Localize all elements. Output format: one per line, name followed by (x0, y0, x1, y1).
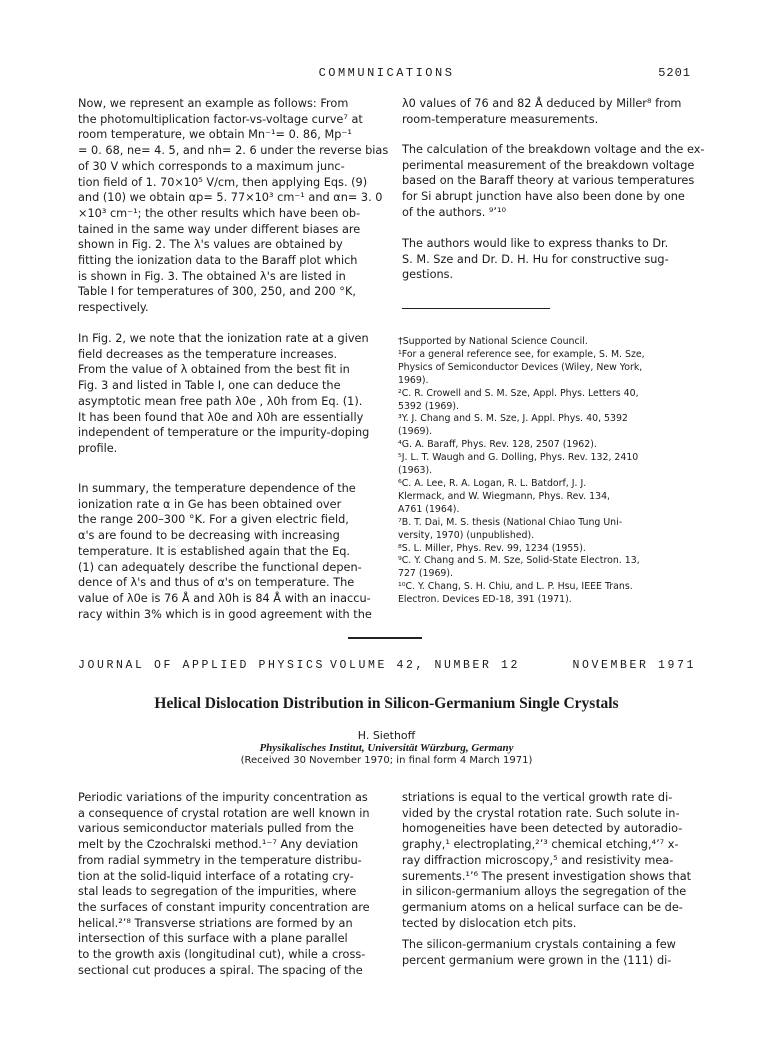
text-line: It has been found that λ0e and λ0h are essentially (78, 410, 364, 424)
text-line: 1969). (398, 374, 429, 386)
text-line: independent of temperature or the impurity-doping (78, 426, 370, 440)
text-line: α's are found to be decreasing with increasing (78, 529, 340, 543)
affiliation: Physikalisches Institut, Universität Würzburg, Germany (259, 742, 514, 754)
text-line: ⁵J. L. T. Waugh and G. Dolling, Phys. Rev. 132, 2410 (398, 452, 639, 464)
text-line: the surfaces of constant impurity concentration are (78, 900, 370, 914)
text-line: helical.²ʼ⁸ Transverse striations are formed by an (78, 916, 353, 930)
text-line: ray diffraction microscopy,⁵ and resistivity mea- (402, 853, 674, 867)
paragraph (402, 236, 702, 283)
text-line: (1963). (398, 465, 433, 477)
text-line: ⁹C. Y. Chang and S. M. Sze, Solid-State Electron. 13, (398, 555, 640, 567)
text-line: λ0 values of 76 and 82 Å deduced by Miller⁸ from (402, 97, 682, 110)
paragraph (78, 96, 389, 316)
text-line: = 0. 68, ne= 4. 5, and nh= 2. 6 under the reverse bias (78, 144, 389, 158)
left-column-p2 (78, 331, 378, 457)
text-line: various semiconductor materials pulled from the (78, 822, 354, 836)
text-line: based on the Baraff theory at various temperatures (402, 174, 695, 188)
article-right-column-p1 (402, 790, 702, 931)
article-title: Helical Dislocation Distribution in Silicon-Germanium Single Crystals (154, 695, 619, 712)
footnote-list (398, 336, 708, 607)
text-line: striations is equal to the vertical growth rate di- (402, 791, 673, 804)
text-line: the range 200–300 °K. For a given electric field, (78, 513, 349, 527)
text-line: Physics of Semiconductor Devices (Wiley, New York, (398, 361, 643, 373)
text-line: value of λ0e is 76 Å and λ0h is 84 Å with an inaccu- (78, 591, 371, 605)
text-line: and (10) we obtain αp= 5. 77×10³ cm⁻¹ and αn= 3. 0 (78, 191, 383, 205)
text-line: From the value of λ obtained from the best fit in (78, 363, 350, 377)
received-date: (Received 30 November 1970; in final form 4 March 1971) (240, 755, 533, 766)
text-line: Periodic variations of the impurity concentration as (78, 791, 368, 804)
text-line: intersection of this surface with a plane parallel (78, 932, 348, 946)
text-line: Table I for temperatures of 300, 250, and 200 °K, (78, 285, 356, 299)
article-left-column (78, 790, 378, 978)
text-line: tion field of 1. 70×10⁵ V/cm, then applying Eqs. (9) (78, 175, 368, 189)
text-line: of 30 V which corresponds to a maximum junc- (78, 159, 345, 173)
text-line: asymptotic mean free path λ0e , λ0h from Eq. (1). (78, 394, 363, 408)
text-line: ionization rate α in Ge has been obtained over (78, 497, 342, 511)
text-line: graphy,¹ electroplating,²ʼ³ chemical etching,⁴ʼ⁷ x- (402, 838, 679, 852)
text-line: racy within 3% which is in good agreement with the (78, 607, 372, 621)
text-line: Electron. Devices ED-18, 391 (1971). (398, 594, 572, 606)
paragraph (78, 331, 378, 457)
text-line: versity, 1970) (unpublished). (398, 529, 535, 541)
text-line: vided by the crystal rotation rate. Such solute in- (402, 806, 680, 820)
journal-line (78, 659, 696, 673)
text-line: Fig. 3 and listed in Table I, one can deduce the (78, 379, 341, 393)
text-line: ²C. R. Crowell and S. M. Sze, Appl. Phys. Letters 40, (398, 387, 639, 399)
paragraph (78, 790, 378, 978)
text-line: ×10³ cm⁻¹; the other results which have been ob- (78, 206, 361, 220)
text-line: profile. (78, 441, 118, 455)
text-line: temperature. It is established again that the Eq. (78, 544, 351, 558)
text-line: sectional cut produces a spiral. The spacing of the (78, 963, 363, 977)
right-column-p2 (402, 142, 705, 221)
text-line: ³Y. J. Chang and S. M. Sze, J. Appl. Phys. 40, 5392 (398, 413, 628, 425)
paragraph (402, 790, 702, 931)
text-line: (1969). (398, 426, 433, 438)
text-line: stal leads to segregation of the impurities, where (78, 885, 357, 899)
text-line: perimental measurement of the breakdown voltage (402, 158, 695, 172)
text-line: dence of λ's and thus of α's on temperature. The (78, 576, 355, 590)
text-line: is shown in Fig. 3. The obtained λ's are listed in (78, 269, 346, 283)
text-line: fitting the ionization data to the Baraff plot which (78, 254, 358, 268)
right-column-p1 (402, 96, 702, 127)
text-line: gestions. (402, 268, 454, 282)
section-title: COMMUNICATIONS (318, 66, 455, 80)
text-line: ⁷B. T. Dai, M. S. thesis (National Chiao Tung Uni- (398, 516, 623, 528)
footnote-divider (402, 308, 550, 309)
text-line: to the growth axis (longitudinal cut), while a cross- (78, 948, 366, 962)
author: H. Siethoff (357, 729, 416, 742)
issue-date: NOVEMBER 1971 (572, 659, 696, 672)
text-line: In summary, the temperature dependence of the (78, 482, 356, 495)
footnotes (398, 336, 708, 607)
text-line: The calculation of the breakdown voltage and the ex- (402, 143, 705, 156)
paragraph (78, 481, 378, 622)
paragraph (402, 96, 702, 127)
text-line: ⁴G. A. Baraff, Phys. Rev. 128, 2507 (1962). (398, 439, 597, 451)
text-line: in silicon-germanium alloys the segregation of the (402, 885, 687, 899)
text-line: †Supported by National Science Council. (398, 336, 588, 347)
text-line: melt by the Czochralski method.¹⁻⁷ Any deviation (78, 838, 359, 852)
text-line: The authors would like to express thanks to Dr. (402, 237, 669, 250)
text-line: (1) can adequately describe the functional depen- (78, 560, 362, 574)
text-line: from radial symmetry in the temperature distribu- (78, 853, 362, 867)
paragraph (402, 937, 702, 968)
text-line: a consequence of crystal rotation are well known in (78, 806, 370, 820)
text-line: shown in Fig. 2. The λ's values are obtained by (78, 238, 343, 252)
text-line: room-temperature measurements. (402, 112, 599, 126)
text-line: A761 (1964). (398, 503, 460, 515)
text-line: The silicon-germanium crystals containing a few (402, 938, 676, 951)
running-header (0, 66, 773, 84)
left-column-p1 (78, 96, 389, 316)
text-line: percent germanium were grown in the ⟨111⟩ di- (402, 953, 672, 967)
text-line: 727 (1969). (398, 568, 454, 580)
text-line: of the authors. ⁹ʼ¹⁰ (402, 205, 507, 219)
text-line: 5392 (1969). (398, 400, 459, 412)
text-line: surements.¹ʼ⁶ The present investigation shows that (402, 869, 692, 883)
text-line: ⁸S. L. Miller, Phys. Rev. 99, 1234 (1955). (398, 542, 586, 554)
text-line: tion at the solid-liquid interface of a rotating cry- (78, 869, 354, 883)
article-divider (348, 637, 422, 639)
text-line: ¹For a general reference see, for example, S. M. Sze, (398, 348, 645, 360)
volume-number: VOLUME 42, NUMBER 12 (330, 659, 521, 672)
paragraph (402, 142, 705, 221)
text-line: room temperature, we obtain Mn⁻¹= 0. 86, Mp⁻¹ (78, 128, 352, 142)
text-line: tected by dislocation etch pits. (402, 916, 577, 930)
text-line: tained in the same way under different biases are (78, 222, 361, 236)
text-line: homogeneities have been detected by autoradio- (402, 822, 683, 836)
text-line: Now, we represent an example as follows: From (78, 97, 349, 110)
text-line: ¹⁰C. Y. Chang, S. H. Chiu, and L. P. Hsu, IEEE Trans. (398, 581, 633, 593)
text-line: field decreases as the temperature increases. (78, 347, 338, 361)
text-line: respectively. (78, 301, 149, 315)
article-right-column-p2 (402, 937, 702, 968)
right-column-p3 (402, 236, 702, 283)
text-line: the photomultiplication factor-vs-voltage curve⁷ at (78, 112, 363, 126)
text-line: ⁶C. A. Lee, R. A. Logan, R. L. Batdorf, J. J. (398, 477, 587, 489)
text-line: Klermack, and W. Wiegmann, Phys. Rev. 134, (398, 490, 611, 502)
text-line: germanium atoms on a helical surface can be de- (402, 900, 683, 914)
page-number: 5201 (658, 66, 691, 80)
text-line: S. M. Sze and Dr. D. H. Hu for constructive sug- (402, 252, 669, 266)
text-line: for Si abrupt junction have also been done by one (402, 190, 685, 204)
left-column-p3 (78, 481, 378, 622)
text-line: In Fig. 2, we note that the ionization rate at a given (78, 332, 369, 345)
journal-name: JOURNAL OF APPLIED PHYSICS (78, 659, 326, 672)
